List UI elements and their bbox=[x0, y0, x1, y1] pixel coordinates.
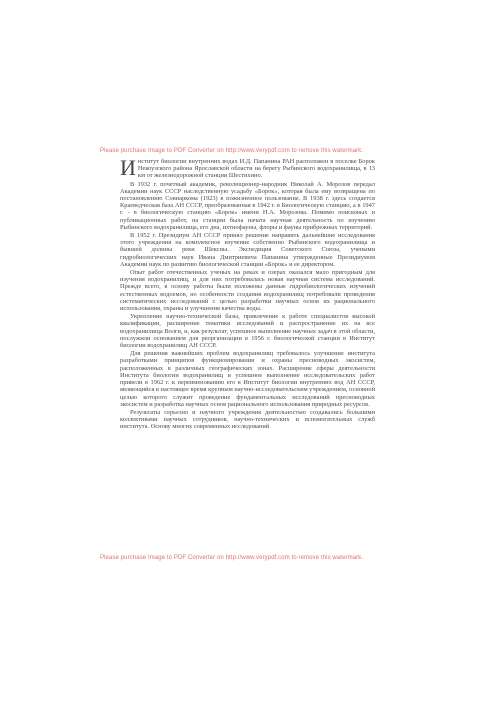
paragraph-3: В 1952 г. Президиум АН СССР принял решение направить дальнейшие исследования этого учреждения на комплексное изучение собственно Рыбинского водохранилища и бывшей долины реки Шексны. Экспедиция Советского Союза, учеными гидробиологических наук Ивана Дмитриевича Папанина утвержденные Президиумом Академии наук по развитию биологической станции «Борок» и ее директором. bbox=[120, 232, 375, 268]
paragraph-7: Результаты серьезно и научного учреждения деятельностью создавались большими коллективами научных сотрудников, научно-технических и вспомогательных служб института. Основу многих современных исследований bbox=[120, 408, 375, 431]
paragraph-1-text: нститут биологии внутренних водах И.Д. Папанина РАН расположен в поселке Борок Некоузского района Ярославской области на берегу Рыбинского водохранилища, в 13 км от железнодорожной станции Шестихино. bbox=[137, 158, 375, 180]
paragraph-5: Укрепление научно-технической базы, привлечение к работе специалистов высокой квалификации, расширение тематики исследований и распространение их на все водохранилища Волги, и, как результат, успешное выполнение научных задач в этой области, послужили основанием для реорганизации в 1956 г. биологической станции в Институт биологии водохранилищ АН СССР. bbox=[120, 313, 375, 350]
watermark-top: Please purchase Image to PDF Converter on http://www.verypdf.com to remove this watermark. bbox=[100, 148, 364, 154]
paragraph-2: В 1932 г. почетный академик, революционер-народник Николай А. Морозов передал Академии наук СССР наследственную усадьбу «Борок», которая была ему возвращена по постановлению Совнаркома (1923) в пожизненное пользование. В 1938 г. здесь создается Краеведческая база АН СССР, преобразованная в 1942 г. в Биологическую станцию, а в 1947 г. - в биологическую станцию «Борок» имени Н.А. Морозова. Помимо поисковых и публикационных работ, на станции была начата научная деятельность по изучению Рыбинского водохранилища, его дна, ихтиофауны, флоры и фауны прибрежных территорий. bbox=[120, 180, 375, 231]
watermark-bottom: Please purchase Image to PDF Converter on http://www.verypdf.com to remove this watermark. bbox=[100, 555, 364, 561]
paragraph-1 bbox=[120, 155, 375, 180]
page-text-block bbox=[120, 155, 375, 432]
paragraph-6: Для решения важнейших проблем водохранилищ требовалось улучшение института разработками принципов функционирования и охраны пресноводных экосистем, расположенных в различных географических зонах. Расширение сферы деятельности Института биологии водохранилищ и успешное выполнение исследовательских работ привели в 1962 г. к переименованию его в Институт биологии внутренних вод АН СССР, являющийся в настоящее время крупным научно-исследовательским учреждением, основной целью которого служит проведение фундаментальных исследований пресноводных экосистем и разработка научных основ рационального использования природных ресурсов. bbox=[120, 350, 375, 408]
drop-cap: И bbox=[120, 155, 136, 180]
paragraph-4: Опыт работ отечественных ученых на реках и озерах оказался мало пригодным для изучения водохранилищ, и для них потребовалась новая научная система исследований. Прежде всего, в основу работы были положены данные гидробиологических изучений естественных водоемов, но особенности создания водохранилищ потребовали проведения систематических исследований с целью разработки научных основ их рационального использования, охраны и улучшения качества воды. bbox=[120, 269, 375, 313]
